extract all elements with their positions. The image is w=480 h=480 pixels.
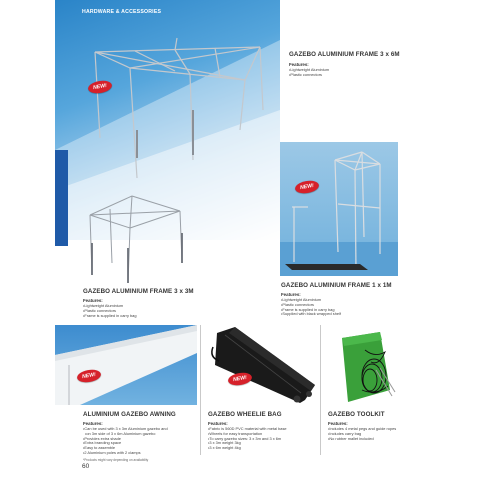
features-label: Features: <box>208 421 228 426</box>
feature-item: • Plastic connectors <box>289 73 329 78</box>
feature-item: • To carry gazebo sizes: 3 x 3m and 3 x 6m <box>208 437 287 442</box>
feature-item: • Wheels for easy transportation <box>208 432 287 437</box>
new-badge: NEW! <box>227 371 253 387</box>
gazebo-1x1-frame-image <box>280 142 398 276</box>
toolkit-image <box>340 330 400 405</box>
product-title-toolkit: GAZEBO TOOLKIT <box>328 411 385 418</box>
product-title-3x6: GAZEBO ALUMINIUM FRAME 3 x 6M <box>289 51 400 58</box>
availability-footnote: *Products might vary depending on availability <box>83 458 149 462</box>
product-title-awning: ALUMINIUM GAZEBO AWNING <box>83 411 176 418</box>
feature-item: • Supplied with black wrapped shelf <box>281 312 341 317</box>
page-number: 60 <box>82 463 90 470</box>
feature-item: • 3 x 3m weight 3kg <box>208 441 287 446</box>
new-badge: NEW! <box>87 79 113 95</box>
features-list-awning <box>83 427 168 456</box>
features-list-toolkit <box>328 427 396 441</box>
feature-item: • Extra branding space <box>83 441 168 446</box>
feature-item: • Plastic connectors <box>281 303 341 308</box>
product-title-1x1: GAZEBO ALUMINIUM FRAME 1 x 1M <box>281 282 392 289</box>
feature-item: • Lightweight Aluminium <box>83 304 137 309</box>
features-label: Features: <box>83 298 103 303</box>
feature-item: • Provides extra shade <box>83 437 168 442</box>
awning-image <box>55 325 197 405</box>
features-list-wheelie-bag <box>208 427 287 451</box>
feature-item: • Lightweight Aluminium <box>281 298 341 303</box>
features-list-1x1 <box>281 298 341 317</box>
gazebo-3x3-frame-image <box>80 193 188 283</box>
column-divider <box>200 325 201 455</box>
new-badge: NEW! <box>294 179 320 195</box>
features-label: Features: <box>289 62 309 67</box>
column-divider <box>320 325 321 455</box>
features-list-3x6 <box>289 68 329 78</box>
feature-item: • Easy to assemble <box>83 446 168 451</box>
wheelie-bag-image <box>205 325 317 405</box>
feature-item: • Includes 4 metal pegs and guide ropes <box>328 427 396 432</box>
product-title-3x3: GAZEBO ALUMINIUM FRAME 3 x 3M <box>83 288 194 295</box>
new-badge: NEW! <box>76 368 102 384</box>
feature-item: • Fabric is 560D PVC material with metal base <box>208 427 287 432</box>
feature-item: • 3 x 6m weight 4kg <box>208 446 287 451</box>
section-title: HARDWARE & ACCESSORIES <box>82 9 162 15</box>
feature-item: • Includes carry bag <box>328 432 396 437</box>
feature-item: • Plastic connectors <box>83 309 137 314</box>
features-label: Features: <box>83 421 103 426</box>
feature-item: • 2 Aluminium poles with 2 clamps <box>83 451 168 456</box>
features-label: Features: <box>281 292 301 297</box>
feature-item: • Frame is supplied in carry bag <box>83 314 137 319</box>
product-title-wheelie-bag: GAZEBO WHEELIE BAG <box>208 411 282 418</box>
feature-item: • Can be used with 3 x 3m Aluminium gazebo and <box>83 427 168 432</box>
feature-item: • on 3m side of 3 x 6m Aluminium gazebo <box>83 432 168 437</box>
feature-item: • Lightweight Aluminium <box>289 68 329 73</box>
features-label: Features: <box>328 421 348 426</box>
feature-item: • Frame is supplied in carry bag <box>281 308 341 313</box>
feature-item: • No rubber mallet included <box>328 437 396 442</box>
blue-edge-bar <box>55 150 68 246</box>
features-list-3x3 <box>83 304 137 318</box>
